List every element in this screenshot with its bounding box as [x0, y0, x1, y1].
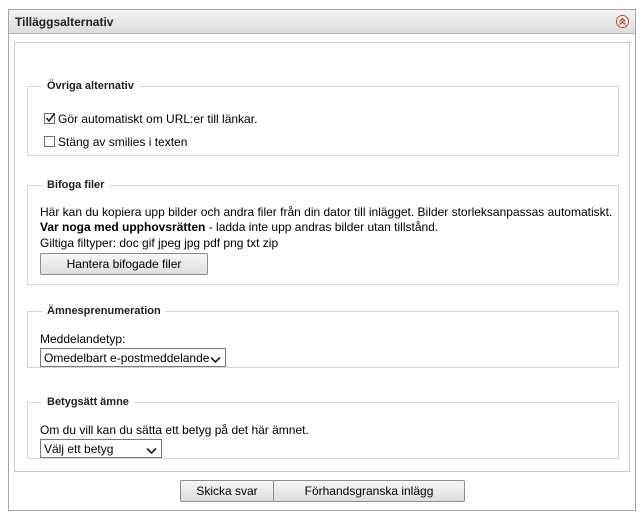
attachments-legend: Bifoga filer	[47, 179, 105, 191]
chevron-down-icon	[210, 353, 221, 367]
panel-header[interactable]	[9, 10, 635, 34]
message-type-value: Omedelbart e-postmeddelande	[44, 350, 210, 365]
copyright-warning-bold: Var noga med upphovsrätten	[40, 220, 206, 234]
auto-links-checkbox[interactable]	[44, 113, 55, 124]
subscription-legend: Ämnesprenumeration	[47, 305, 161, 317]
collapse-icon[interactable]	[616, 15, 629, 28]
auto-links-label: Gör automatiskt om URL:er till länkar.	[58, 112, 258, 126]
attachments-info: Här kan du kopiera upp bilder och andra filer från din dator till inlägget. Bilder storleksanpassas automatiskt.	[40, 205, 613, 219]
rating-label: Om du vill kan du sätta ett betyg på det här ämnet.	[40, 423, 309, 437]
attachments-fieldset	[27, 179, 619, 285]
additional-options-panel	[8, 9, 636, 511]
other-options-fieldset	[27, 80, 619, 156]
rating-legend: Betygsätt ämne	[47, 396, 129, 408]
rating-select[interactable]	[40, 439, 162, 458]
copyright-warning	[40, 220, 438, 234]
panel-title: Tilläggsalternativ	[15, 15, 114, 29]
disable-smilies-label: Stäng av smilies i texten	[58, 135, 188, 149]
copyright-warning-rest: - ladda inte upp andras bilder utan tillstånd.	[205, 220, 439, 234]
submit-reply-button[interactable]: Skicka svar	[180, 480, 274, 502]
manage-attachments-button[interactable]: Hantera bifogade filer	[40, 253, 208, 275]
disable-smilies-checkbox[interactable]	[44, 136, 55, 147]
chevron-down-icon	[146, 444, 157, 458]
auto-links-option[interactable]	[44, 112, 257, 126]
preview-post-button[interactable]: Förhandsgranska inlägg	[273, 480, 465, 502]
allowed-filetypes: Giltiga filtyper: doc gif jpeg jpg pdf png txt zip	[40, 236, 279, 250]
other-options-legend: Övriga alternativ	[47, 80, 134, 92]
rating-value: Välj ett betyg	[44, 441, 114, 456]
subscription-fieldset	[27, 305, 619, 368]
disable-smilies-option[interactable]	[44, 135, 187, 149]
rating-fieldset	[27, 396, 619, 459]
message-type-label: Meddelandetyp:	[40, 332, 126, 346]
options-container	[14, 42, 630, 472]
message-type-select[interactable]	[40, 348, 226, 367]
